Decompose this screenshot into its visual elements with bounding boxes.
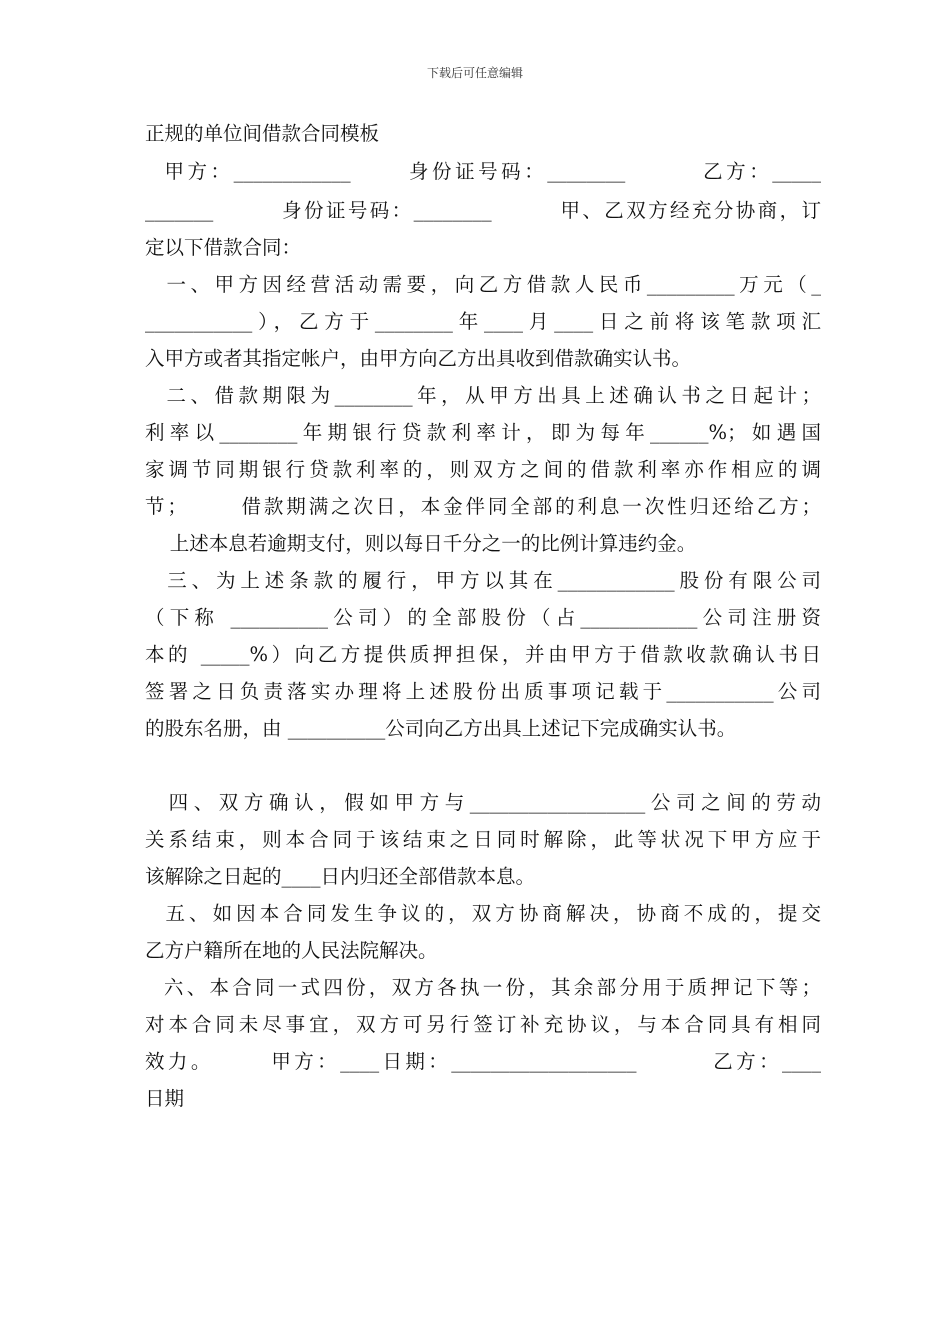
- paragraph-line: 三、为上述条款的履行，甲方以其在____________股份有限公司: [145, 569, 821, 592]
- paragraph-line: （下称 __________公司）的全部股份（占____________公司注册资: [145, 606, 821, 629]
- paragraph-line: 四、双方确认，假如甲方与__________________公司之间的劳动: [145, 791, 821, 814]
- paragraph-line: 对本合同未尽事宜，双方可另行签订补充协议，与本合同具有相同: [145, 1013, 821, 1036]
- document-title: 正规的单位间借款合同模板: [145, 122, 380, 145]
- page-header: 下载后可任意编辑: [426, 66, 523, 80]
- paragraph-line: 的股东名册，由 __________公司向乙方出具上述记下完成确实认书。: [145, 717, 737, 740]
- paragraph-line: _______ 身份证号码：________ 甲、乙双方经充分协商，订: [145, 199, 821, 222]
- paragraph-line: 六、本合同一式四份，双方各执一份，其余部分用于质押记下等；: [145, 976, 821, 999]
- paragraph-line: 利率以________年期银行贷款利率计，即为每年______%；如遇国: [145, 421, 821, 444]
- paragraph-line: 甲方：____________ 身份证号码：________ 乙方：_____: [145, 160, 821, 183]
- signature-line: 效力。 甲方：____日期：___________________ 乙方：____: [145, 1050, 821, 1073]
- paragraph-line: 五、如因本合同发生争议的，双方协商解决，协商不成的，提交: [145, 902, 821, 925]
- paragraph-line: 签署之日负责落实办理将上述股份出质事项记载于___________公司: [145, 680, 821, 703]
- signature-line: 日期: [145, 1087, 185, 1110]
- paragraph-line: 乙方户籍所在地的人民法院解决。: [145, 939, 438, 962]
- paragraph-line: 节； 借款期满之次日，本金伴同全部的利息一次性归还给乙方；: [145, 495, 821, 518]
- paragraph-line: 入甲方或者其指定帐户，由甲方向乙方出具收到借款确实认书。: [145, 347, 692, 370]
- paragraph-line: 本的 _____%）向乙方提供质押担保，并由甲方于借款收款确认书日: [145, 643, 821, 666]
- paragraph-line: 上述本息若逾期支付，则以每日千分之一的比例计算违约金。: [145, 532, 697, 555]
- paragraph-line: ___________），乙方于________年____月____日之前将该笔款项汇: [145, 310, 821, 333]
- paragraph-line: 定以下借款合同：: [145, 236, 302, 259]
- paragraph-line: 关系结束，则本合同于该结束之日同时解除，此等状况下甲方应于: [145, 828, 821, 851]
- paragraph-line: 二、借款期限为________年，从甲方出具上述确认书之日起计；: [145, 384, 821, 407]
- paragraph-line: 一、甲方因经营活动需要，向乙方借款人民币_________万元（_: [145, 273, 821, 296]
- paragraph-line: 该解除之日起的____日内归还全部借款本息。: [145, 865, 536, 888]
- paragraph-line: 家调节同期银行贷款利率的，则双方之间的借款利率亦作相应的调: [145, 458, 821, 481]
